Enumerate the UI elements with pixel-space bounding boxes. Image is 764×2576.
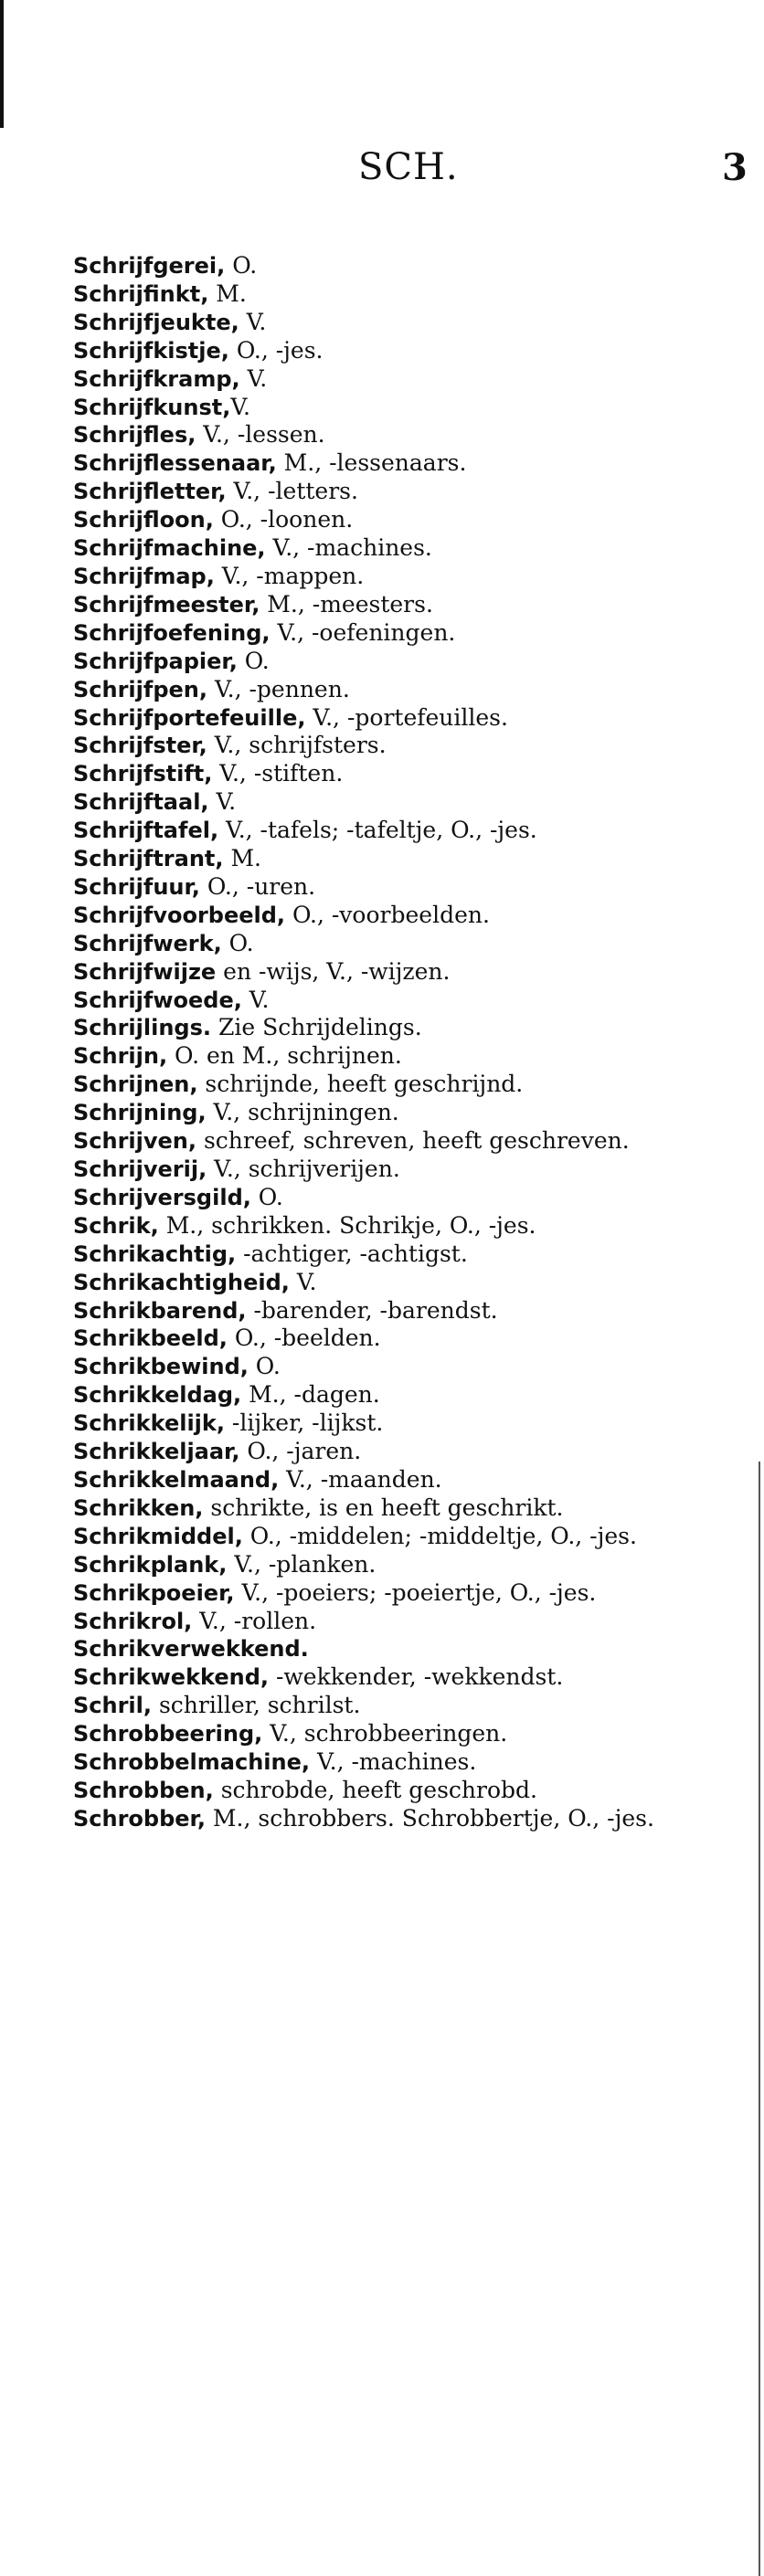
- entry-headword: Schrijfletter,: [73, 479, 227, 505]
- entry-headword: Schrijfpen,: [73, 676, 207, 702]
- entry-headword: Schrikrol,: [73, 1608, 193, 1634]
- dictionary-entry: [73, 760, 733, 788]
- entry-headword: Schrikplank,: [73, 1551, 228, 1578]
- entry-headword: Schrobbelmachine,: [73, 1749, 311, 1776]
- entry-headword: Schrijfster,: [73, 733, 207, 759]
- entry-definition: M., -meesters.: [260, 590, 433, 618]
- entry-definition: M.: [208, 280, 247, 307]
- entry-headword: Schrijfwoede,: [73, 987, 242, 1013]
- dictionary-entry: [73, 1325, 733, 1353]
- entry-definition: schreef, schreven, heeft geschreven.: [196, 1127, 630, 1155]
- entry-headword: Schrikmiddel,: [73, 1523, 243, 1549]
- entry-headword: Schrijfloon,: [73, 507, 214, 533]
- entry-headword: Schrijftrant,: [73, 846, 224, 872]
- entry-definition: O.: [237, 647, 270, 674]
- entry-definition: schrijnde, heeft geschrijnd.: [197, 1071, 524, 1098]
- entry-definition: V.: [289, 1268, 317, 1295]
- entry-definition: V., schrijverijen.: [207, 1156, 400, 1182]
- entry-definition: V., -oefeningen.: [270, 618, 456, 646]
- entry-headword: Schrik,: [73, 1212, 159, 1239]
- dictionary-entry: [73, 1663, 733, 1692]
- entry-headword: Schrijfkistje,: [73, 337, 229, 364]
- entry-headword: Schrobben,: [73, 1777, 214, 1803]
- dictionary-entry: [73, 1269, 733, 1297]
- dictionary-entry: [73, 1720, 733, 1748]
- entry-headword: Schrijfles,: [73, 422, 196, 449]
- dictionary-entry: [73, 1042, 733, 1071]
- entry-definition: V., -portefeuilles.: [305, 703, 508, 731]
- entry-definition: V., schrijningen.: [206, 1099, 399, 1126]
- entry-definition: -achtiger, -achtigst.: [236, 1240, 468, 1267]
- entry-definition: V., -pennen.: [207, 675, 350, 702]
- dictionary-entry: [73, 478, 733, 506]
- dictionary-entry: [73, 1156, 733, 1184]
- entry-headword: Schrikbewind,: [73, 1354, 249, 1380]
- entry-definition: V., -mappen.: [214, 562, 365, 589]
- entry-definition: M.: [223, 845, 262, 872]
- entry-headword: Schrikachtigheid,: [73, 1269, 290, 1295]
- entry-definition: O.: [248, 1353, 281, 1380]
- entry-definition: schrikte, is en heeft geschrikt.: [203, 1494, 564, 1521]
- dictionary-entry: [73, 309, 733, 337]
- entry-definition: V., -tafels; -tafeltje, O., -jes.: [218, 817, 537, 844]
- entry-definition: V.: [208, 788, 237, 816]
- entry-definition: V.: [239, 308, 267, 335]
- entry-definition: V., -machines.: [265, 534, 432, 562]
- entry-headword: Schrijfportefeuille,: [73, 704, 306, 731]
- page-number: 3: [722, 146, 748, 189]
- entry-headword: Schrijfmap,: [73, 563, 215, 589]
- entry-headword: Schrijfoefening,: [73, 619, 271, 646]
- dictionary-entry: [73, 1184, 733, 1212]
- dictionary-entry: [73, 1212, 733, 1240]
- dictionary-entry: [73, 958, 733, 987]
- entry-headword: Schrijftafel,: [73, 818, 219, 844]
- entry-definition: -lijker, -lijkst.: [224, 1409, 384, 1437]
- dictionary-entry: [73, 1297, 733, 1325]
- entry-headword: Schrikwekkend,: [73, 1664, 270, 1691]
- entry-definition: V., -planken.: [227, 1550, 377, 1578]
- entry-headword: Schrikkeljaar,: [73, 1439, 240, 1465]
- dictionary-entry: [73, 1805, 733, 1833]
- entry-definition: M., schrobbers. Schrobbertje, O., -jes.: [205, 1804, 654, 1832]
- dictionary-entry: [73, 1353, 733, 1381]
- entry-headword: Schrijftaal,: [73, 789, 209, 816]
- dictionary-entry: [73, 619, 733, 648]
- entry-definition: M., -dagen.: [241, 1381, 380, 1409]
- entry-definition: V., -lessen.: [196, 421, 325, 449]
- dictionary-entry: [73, 930, 733, 958]
- dictionary-entry: [73, 394, 733, 422]
- entry-headword: Schrikkelmaand,: [73, 1466, 280, 1493]
- entry-headword: Schrijfkramp,: [73, 365, 240, 392]
- dictionary-entry: [73, 563, 733, 591]
- entry-headword: Schrijfgerei,: [73, 253, 226, 279]
- dictionary-entry: [73, 1551, 733, 1579]
- entry-headword: Schrijversgild,: [73, 1184, 251, 1210]
- entry-headword: Schrijfvoorbeeld,: [73, 902, 286, 928]
- entry-definition: O.: [250, 1183, 283, 1210]
- dictionary-entry: [73, 1466, 733, 1494]
- entry-definition: en -wijs, V., -wijzen.: [216, 957, 451, 985]
- entry-headword: Schrijfjeukte,: [73, 309, 239, 335]
- dictionary-entry: [73, 732, 733, 760]
- entry-definition: O., -voorbeelden.: [285, 901, 490, 928]
- dictionary-entry: [73, 280, 733, 309]
- entry-headword: Schrikverwekkend.: [73, 1636, 309, 1663]
- entry-headword: Schrijfwerk,: [73, 930, 222, 956]
- dictionary-entry: [73, 1692, 733, 1720]
- dictionary-entry: [73, 534, 733, 563]
- entry-headword: Schrijfmachine,: [73, 535, 266, 562]
- dictionary-entry: [73, 1777, 733, 1805]
- entry-headword: Schrikbeeld,: [73, 1325, 228, 1352]
- entry-definition: M., -lessenaars.: [276, 449, 467, 477]
- entry-definition: schrobde, heeft geschrobd.: [213, 1776, 537, 1803]
- entry-headword: Schrobbeering,: [73, 1721, 263, 1747]
- entry-headword: Schrijfuur,: [73, 873, 200, 900]
- dictionary-entry: [73, 1438, 733, 1466]
- entry-headword: Schrijfmeester,: [73, 591, 260, 618]
- dictionary-entry: [73, 1494, 733, 1523]
- entry-headword: Schrobber,: [73, 1805, 206, 1832]
- dictionary-entry: [73, 252, 733, 280]
- entry-definition: O., -jaren.: [239, 1438, 362, 1465]
- dictionary-entry: [73, 1071, 733, 1099]
- entry-definition: V., -machines.: [310, 1748, 477, 1776]
- section-title: SCH.: [358, 146, 459, 188]
- entry-headword: Schril,: [73, 1693, 153, 1719]
- entry-definition: V., -stiften.: [212, 760, 344, 787]
- dictionary-entry: [73, 506, 733, 534]
- dictionary-entry: [73, 1127, 733, 1156]
- right-margin-rule: [759, 1462, 760, 2576]
- entry-headword: Schrijverij,: [73, 1156, 207, 1182]
- entry-definition: V., -maanden.: [279, 1465, 442, 1493]
- entry-definition: O. en M., schrijnen.: [167, 1042, 402, 1070]
- dictionary-entry: [73, 1099, 733, 1127]
- entry-headword: Schrikbarend,: [73, 1297, 247, 1324]
- entry-definition: Zie Schrijdelings.: [211, 1014, 422, 1041]
- page-header: [0, 146, 764, 201]
- entry-definition: O., -uren.: [199, 872, 316, 900]
- entry-definition: M., schrikken. Schrikje, O., -jes.: [158, 1211, 536, 1239]
- entry-definition: O., -loonen.: [213, 506, 354, 533]
- entry-headword: Schrijfinkt,: [73, 280, 209, 307]
- dictionary-entry: [73, 1608, 733, 1636]
- entry-definition: schriller, schrilst.: [152, 1692, 361, 1719]
- dictionary-entry: [73, 591, 733, 619]
- dictionary-entry: [73, 1014, 733, 1042]
- entry-headword: Schrijven,: [73, 1128, 197, 1155]
- dictionary-entry: [73, 1635, 733, 1663]
- entry-headword: Schrikpoeier,: [73, 1579, 235, 1606]
- dictionary-entry: [73, 449, 733, 478]
- entry-definition: -wekkender, -wekkendst.: [269, 1663, 564, 1691]
- entry-headword: Schrijflessenaar,: [73, 450, 277, 477]
- dictionary-entry: [73, 337, 733, 365]
- dictionary-entry: [73, 987, 733, 1015]
- entry-definition: V., schrobbeeringen.: [262, 1720, 508, 1747]
- dictionary-entry: [73, 421, 733, 449]
- entry-headword: Schrikachtig,: [73, 1240, 237, 1267]
- dictionary-entry: [73, 788, 733, 817]
- entry-definition: O., -jes.: [228, 336, 324, 364]
- dictionary-entry: [73, 902, 733, 930]
- entry-definition: V.: [230, 393, 250, 420]
- dictionary-entry: [73, 1381, 733, 1409]
- entry-definition: V., -letters.: [226, 478, 358, 505]
- dictionary-entry: [73, 676, 733, 704]
- entry-headword: Schrikkelijk,: [73, 1410, 225, 1437]
- entry-headword: Schrijfwijze: [73, 958, 217, 985]
- dictionary-entry: [73, 1240, 733, 1269]
- dictionary-entry: [73, 845, 733, 873]
- entry-headword: Schrijnen,: [73, 1072, 198, 1098]
- dictionary-entry: [73, 817, 733, 845]
- entry-definition: V.: [241, 986, 270, 1013]
- dictionary-entry: [73, 873, 733, 902]
- entry-definition: O., -beelden.: [227, 1325, 381, 1352]
- entry-definition: O.: [225, 252, 258, 279]
- entry-definition: O., -middelen; -middeltje, O., -jes.: [242, 1522, 637, 1549]
- dictionary-entry: [73, 1523, 733, 1551]
- entry-headword: Schrikken,: [73, 1494, 204, 1521]
- entry-definition: V.: [239, 364, 268, 392]
- entry-definition: O.: [221, 929, 254, 956]
- dictionary-entry: [73, 1579, 733, 1608]
- dictionary-entry: [73, 648, 733, 676]
- entry-headword: Schrijfpapier,: [73, 648, 238, 674]
- entry-definition: V., -rollen.: [192, 1607, 317, 1634]
- entry-definition: V., schrijfsters.: [207, 732, 387, 759]
- entry-headword: Schrijfstift,: [73, 761, 213, 787]
- entry-headword: Schrikkeldag,: [73, 1382, 242, 1409]
- dictionary-entry-list: [73, 252, 733, 1833]
- left-margin-rule: [0, 0, 4, 128]
- entry-definition: -barender, -barendst.: [246, 1296, 498, 1324]
- dictionary-entry: [73, 365, 733, 394]
- dictionary-entry: [73, 1748, 733, 1777]
- entry-headword: Schrijning,: [73, 1100, 207, 1126]
- entry-definition: V., -poeiers; -poeiertje, O., -jes.: [234, 1578, 597, 1606]
- entry-headword: Schrijfkunst,: [73, 394, 231, 420]
- dictionary-entry: [73, 1409, 733, 1438]
- dictionary-entry: [73, 704, 733, 733]
- entry-headword: Schrijlings.: [73, 1015, 212, 1041]
- entry-headword: Schrijn,: [73, 1043, 168, 1070]
